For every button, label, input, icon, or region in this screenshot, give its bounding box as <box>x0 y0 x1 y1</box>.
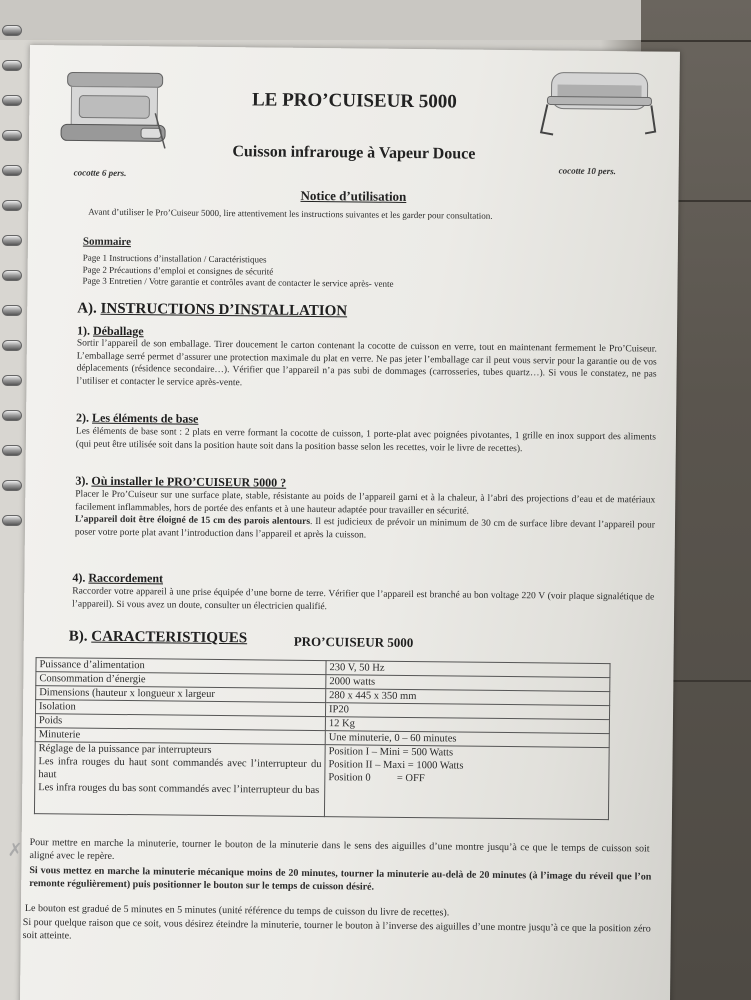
table-row: Isolation IP20 <box>35 700 609 720</box>
table-row: Dimensions (hauteur x longueur x largeur 280 x 445 x 350 mm <box>36 686 610 706</box>
table-row: Consommation d’énergie 2000 watts <box>36 672 610 692</box>
subsection-4-text: Raccorder votre appareil à une prise équipée d’une borne de terre. Vérifier que l’appareil est branché au bon voltage 220 V (voir plaque signalétique de l’appareil). Si vous avez un doute, consulter un électricien qualifié. <box>72 586 655 612</box>
table-row: Poids 12 Kg <box>35 714 609 734</box>
tile-line <box>641 40 751 42</box>
subsection-1-heading: 1). Déballage <box>76 323 144 339</box>
timer-note-2: Si vous mettez en marche la minuterie mécanique moins de 20 minutes, tourner la minuterie au-delà de 20 minutes (à l’image du réveil que l’on remonte régulièrement) puis positionner le bouton sur le temps de cuisson désiré. <box>29 865 652 893</box>
background-surface-top <box>0 0 751 40</box>
section-a-heading: A). INSTRUCTIONS D’INSTALLATION <box>77 300 348 320</box>
section-b-product: PRO’CUISEUR 5000 <box>293 633 414 651</box>
section-b-heading: B). CARACTERISTIQUES <box>68 628 248 647</box>
specifications-table <box>34 657 611 820</box>
image-left-caption: cocotte 6 pers. <box>73 167 127 179</box>
subsection-3-text: Placer le Pro’Cuiseur sur une surface plate, stable, résistante au poids de l’appareil garni et à la chaleur, à l’abri des projections d’eau et de matériaux facilement inflammables, hors de portée des enfants et à une hauteur adaptée pour travailler en sécurité. L’appareil doit être éloigné de 15 cm des parois alentours. Il est judicieux de prévoir un minimum de 30 cm de surface libre devant l’appareil pour poser votre porte plat avant l’introduction dans l’appareil et après la cuisson. <box>74 489 656 541</box>
sommaire-item: Page 3 Entretien / Votre garantie et contrôles avant de contacter le service après- vente <box>82 275 394 289</box>
pencil-x-mark-icon: ✗ <box>7 839 23 860</box>
table-row: Puissance d’alimentation 230 V, 50 Hz <box>36 658 610 678</box>
document-page <box>7 45 680 1000</box>
subsection-3-heading: 3). Où installer le PRO’CUISEUR 5000 ? <box>75 473 287 490</box>
document-subtitle: Cuisson infrarouge à Vapeur Douce <box>232 143 476 163</box>
document-title: LE PRO’CUISEUR 5000 <box>251 89 457 113</box>
document-heading: Notice d’utilisation <box>300 187 407 204</box>
subsection-2-text: Les éléments de base sont : 2 plats en verre formant la cocotte de cuisson, 1 porte-plat avec poignées pivotantes, 1 grille en inox support des aliments (qui peut être utilisée soit dans la position haute soit dans la position basse selon les recettes, voir le livre de recettes). <box>75 426 656 454</box>
image-right-caption: cocotte 10 pers. <box>558 165 616 177</box>
timer-note-1: Pour mettre en marche la minuterie, tourner le bouton de la minuterie dans le sens des aiguilles d’une montre jusqu’à ce que le temps de cuisson soit aligné avec le repère. <box>29 837 650 862</box>
table-row-power: Réglage de la puissance par interrupteurs Les infra rouges du haut sont commandés avec l’interrupteur du haut Les infra rouges du bas sont commandés avec l’interrupteur du bas Position I – Mini = 500 Watts Position II – Maxi = 1000 Watts Position 0 = OFF <box>34 742 609 820</box>
sommaire-item: Page 1 Instructions d’installation / Caractéristiques <box>82 252 267 265</box>
subsection-1-text: Sortir l’appareil de son emballage. Tirer doucement le carton contenant la cocotte de cuisson en verre, tout en maintenant fermement le Pro’Cuiseur. L’emballage serré permet d’assurer une protection maximale du plat en verre. Ne pas jeter l’emballage car il peut vous servir pour la garantie ou de vos déplacements (résidence secondaire…). Vérifier que l’appareil n’a pas subi de dommages (carrosseries, tubes quartz…). Si vous le constatez, ne pas l’utiliser et contacter le service après-vente. <box>76 338 657 389</box>
sommaire-item: Page 2 Précautions d’emploi et consignes de sécurité <box>82 264 274 277</box>
intro-text: Avant d’utiliser le Pro’Cuiseur 5000, lire attentivement les instructions suivantes et les garder pour consultation. <box>88 206 493 221</box>
timer-note-4: Si pour quelque raison que ce soit, vous désirez éteindre la minuterie, tourner le bouton à l’inverse des aiguilles d’une montre jusqu’à ce que la position zéro soit atteinte. <box>22 916 651 942</box>
subsection-4-heading: 4). Raccordement <box>72 570 164 586</box>
timer-note-3: Le bouton est gradué de 5 minutes en 5 minutes (unité référence du temps de cuisson du livre de recettes). <box>24 902 450 919</box>
sommaire-heading: Sommaire <box>82 235 132 249</box>
subsection-2-heading: 2). Les éléments de base <box>76 410 199 426</box>
sommaire-list <box>82 253 393 291</box>
table-row: Minuterie Une minuterie, 0 – 60 minutes <box>35 728 609 748</box>
